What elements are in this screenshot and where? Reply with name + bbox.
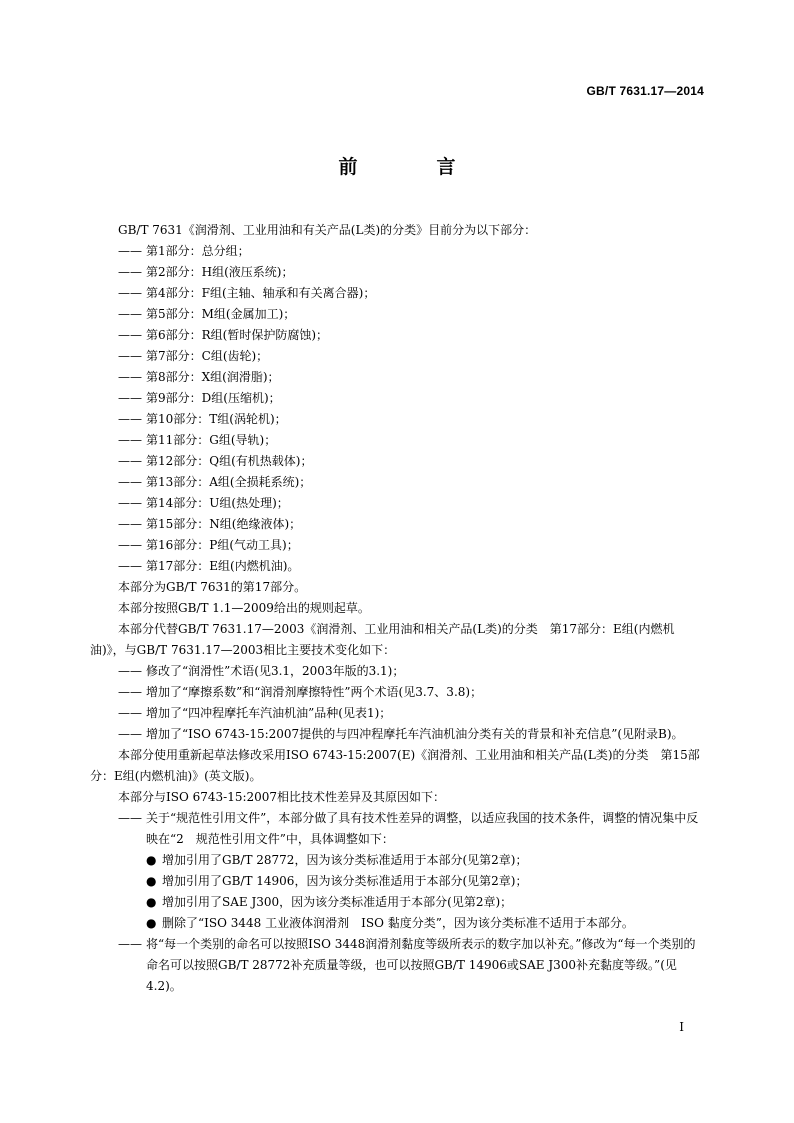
page-title: 前 言 <box>338 156 486 178</box>
dash-mark: —— <box>118 475 142 489</box>
list-item: —— 增加了“ISO 6743-15:2007提供的与四冲程摩托车汽油机油分类有关的背景和补充信息”(见附录B)。 <box>90 724 704 745</box>
adoption-paragraph: 本部分使用重新起草法修改采用ISO 6743-15:2007(E)《润滑剂、工业用油和相关产品(L类)的分类 第15部分：E组(内燃机油)》(英文版)。 <box>90 748 700 783</box>
dash-mark: —— <box>118 685 142 699</box>
dash-mark: —— <box>118 706 142 720</box>
list-item: —— 第4部分：F组(主轴、轴承和有关离合器)； <box>90 283 704 304</box>
list-item: —— 增加了“摩擦系数”和“润滑剂摩擦特性”两个术语(见3.7、3.8)； <box>90 682 704 703</box>
dash-mark: —— <box>118 937 142 951</box>
dash-mark: —— <box>118 559 142 573</box>
bullet-item: ● 删除了“ISO 3448 工业液体润滑剂 ISO 黏度分类”，因为该分类标准不适用于本部分。 <box>90 913 704 934</box>
list-item: —— 关于“规范性引用文件”，本部分做了具有技术性差异的调整，以适应我国的技术条件，调整的情况集中反映在“2 规范性引用文件”中，具体调整如下： <box>90 808 704 850</box>
list-item: —— 第15部分：N组(绝缘液体)； <box>90 514 704 535</box>
list-item: —— 第7部分：C组(齿轮)； <box>90 346 704 367</box>
bullet-icon: ● <box>146 874 157 888</box>
list-item: —— 将“每一个类别的命名可以按照ISO 3448润滑剂黏度等级所表示的数字加以补充。”修改为“每一个类别的命名可以按照GB/T 28772补充质量等级，也可以按照GB/T 14906或SAE J300补充黏度等级。”(见4.2)。 <box>90 934 704 997</box>
parts-list <box>90 241 704 577</box>
list-item: —— 第11部分：G组(导轨)； <box>90 430 704 451</box>
bullet-icon: ● <box>146 853 157 867</box>
intro-paragraph: GB/T 7631《润滑剂、工业用油和有关产品(L类)的分类》目前分为以下部分： <box>118 223 537 237</box>
page-number: I <box>679 1020 684 1034</box>
drafting-rules-paragraph: 本部分按照GB/T 1.1—2009给出的规则起草。 <box>118 601 370 615</box>
dash-mark: —— <box>118 496 142 510</box>
foreword-body <box>90 220 704 997</box>
dash-mark: —— <box>118 349 142 363</box>
bullet-item: ● 增加引用了GB/T 28772，因为该分类标准适用于本部分(见第2章)； <box>90 850 704 871</box>
changes-list <box>90 661 704 745</box>
differences-paragraph: 本部分与ISO 6743-15:2007相比技术性差异及其原因如下： <box>118 790 446 804</box>
part-of-paragraph: 本部分为GB/T 7631的第17部分。 <box>118 580 307 594</box>
dash-mark: —— <box>118 412 142 426</box>
differences-list <box>90 808 704 997</box>
bullet-item: ● 增加引用了GB/T 14906，因为该分类标准适用于本部分(见第2章)； <box>90 871 704 892</box>
list-item: —— 第16部分：P组(气动工具)； <box>90 535 704 556</box>
dash-mark: —— <box>118 286 142 300</box>
dash-mark: —— <box>118 328 142 342</box>
dash-mark: —— <box>118 265 142 279</box>
dash-mark: —— <box>118 370 142 384</box>
list-item: —— 修改了“润滑性”术语(见3.1，2003年版的3.1)； <box>90 661 704 682</box>
dash-mark: —— <box>118 307 142 321</box>
dash-mark: —— <box>118 517 142 531</box>
bullet-icon: ● <box>146 916 157 930</box>
list-item: —— 第2部分：H组(液压系统)； <box>90 262 704 283</box>
list-item: —— 第5部分：M组(金属加工)； <box>90 304 704 325</box>
list-item: —— 增加了“四冲程摩托车汽油机油”品种(见表1)； <box>90 703 704 724</box>
dash-mark: —— <box>118 244 142 258</box>
list-item: —— 第17部分：E组(内燃机油)。 <box>90 556 704 577</box>
dash-mark: —— <box>118 727 142 741</box>
dash-mark: —— <box>118 811 142 825</box>
bullet-item: ● 增加引用了SAE J300，因为该分类标准适用于本部分(见第2章)； <box>90 892 704 913</box>
list-item: —— 第9部分：D组(压缩机)； <box>90 388 704 409</box>
list-item: —— 第14部分：U组(热处理)； <box>90 493 704 514</box>
standard-number: GB/T 7631.17—2014 <box>586 84 704 98</box>
dash-mark: —— <box>118 391 142 405</box>
list-item: —— 第8部分：X组(润滑脂)； <box>90 367 704 388</box>
bullet-icon: ● <box>146 895 157 909</box>
list-item: —— 第12部分：Q组(有机热载体)； <box>90 451 704 472</box>
list-item: —— 第10部分：T组(涡轮机)； <box>90 409 704 430</box>
dash-mark: —— <box>118 664 142 678</box>
dash-mark: —— <box>118 454 142 468</box>
dash-mark: —— <box>118 538 142 552</box>
replaces-paragraph: 本部分代替GB/T 7631.17—2003《润滑剂、工业用油和相关产品(L类)的分类 第17部分：E组(内燃机油)》，与GB/T 7631.17—2003相比主要技术变化如下： <box>90 622 675 657</box>
list-item: —— 第13部分：A组(全损耗系统)； <box>90 472 704 493</box>
dash-mark: —— <box>118 433 142 447</box>
list-item: —— 第6部分：R组(暂时保护防腐蚀)； <box>90 325 704 346</box>
list-item: —— 第1部分：总分组； <box>90 241 704 262</box>
